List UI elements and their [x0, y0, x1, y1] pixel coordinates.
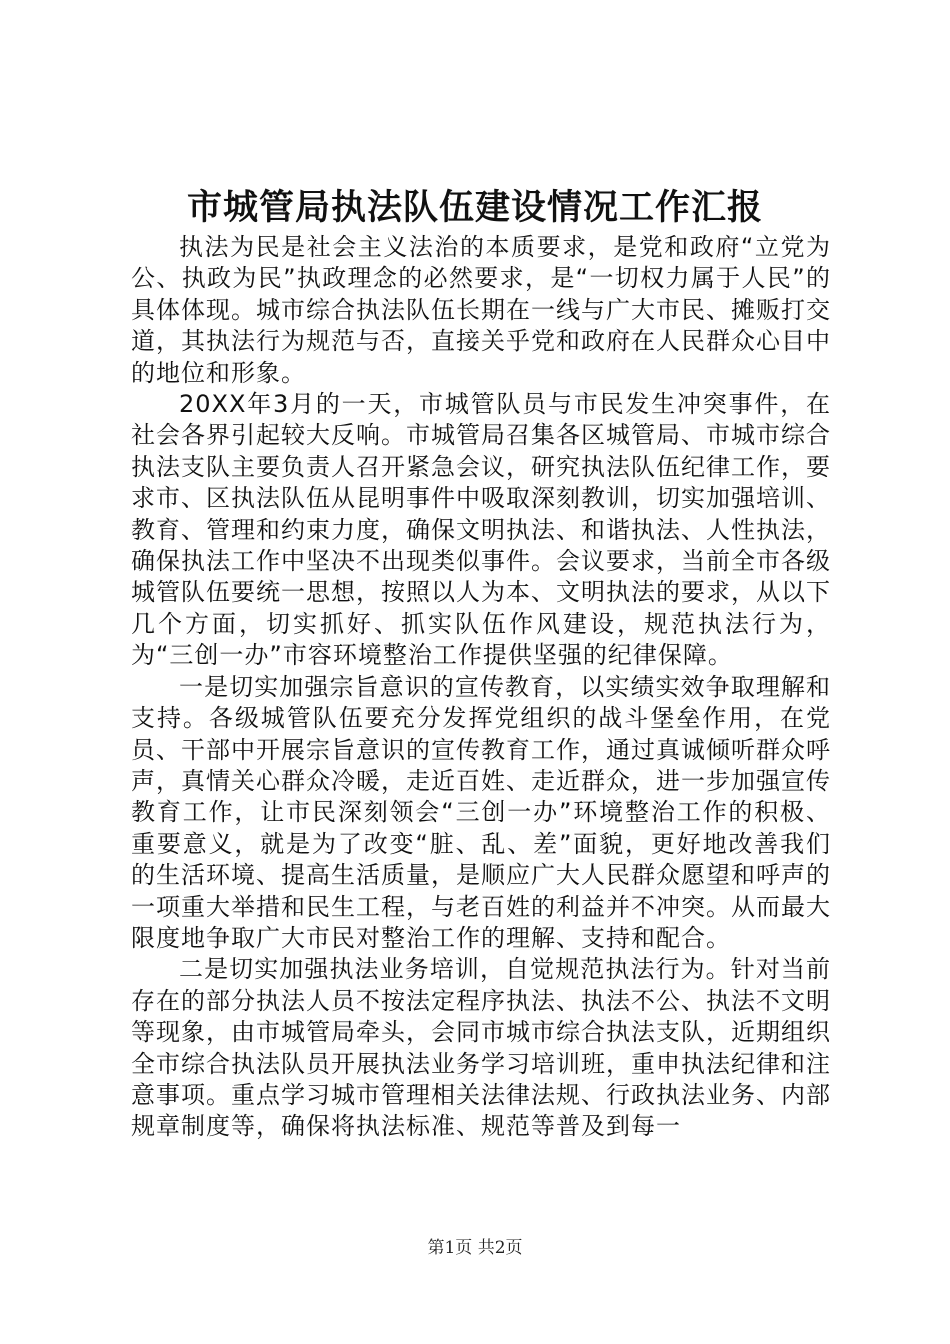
- paragraph-4: 二是切实加强执法业务培训，自觉规范执法行为。针对当前存在的部分执法人员不按法定程序执法、执法不公、执法不文明等现象，由市城管局牵头，会同市城市综合执法支队，近期组织全市综合执法队员开展执法业务学习培训班，重申执法纪律和注意事项。重点学习城市管理相关法律法规、行政执法业务、内部规章制度等，确保将执法标准、规范等普及到每一: [131, 955, 831, 1141]
- page-number-footer: 第1页 共2页: [427, 1238, 523, 1258]
- document-body: [131, 232, 831, 1143]
- paragraph-1: 执法为民是社会主义法治的本质要求，是党和政府“立党为公、执政为民”执政理念的必然要求，是“一切权力属于人民”的具体体现。城市综合执法队伍长期在一线与广大市民、摊贩打交道，其执法行为规范与否，直接关乎党和政府在人民群众心目中的地位和形象。: [131, 233, 831, 387]
- paragraph-3: 一是切实加强宗旨意识的宣传教育，以实绩实效争取理解和支持。各级城管队伍要充分发挥党组织的战斗堡垒作用，在党员、干部中开展宗旨意识的宣传教育工作，通过真诚倾听群众呼声，真情关心群众冷暖，走近百姓、走近群众，进一步加强宣传教育工作，让市民深刻领会“三创一办”环境整治工作的积极、重要意义，就是为了改变“脏、乱、差”面貌，更好地改善我们的生活环境、提高生活质量，是顺应广大人民群众愿望和呼声的一项重大举措和民生工程，与老百姓的利益并不冲突。从而最大限度地争取广大市民对整治工作的理解、支持和配合。: [131, 672, 831, 952]
- paragraph-2: 20XX年3月的一天，市城管队员与市民发生冲突事件，在社会各界引起较大反响。市城管局召集各区城管局、市城市综合执法支队主要负责人召开紧急会议，研究执法队伍纪律工作，要求市、区执法队伍从昆明事件中吸取深刻教训，切实加强培训、教育、管理和约束力度，确保文明执法、和谐执法、人性执法，确保执法工作中坚决不出现类似事件。会议要求，当前全市各级城管队伍要统一思想，按照以人为本、文明执法的要求，从以下几个方面，切实抓好、抓实队伍作风建设，规范执法行为，为“三创一办”市容环境整治工作提供坚强的纪律保障。: [131, 390, 831, 670]
- document-title: 市城管局执法队伍建设情况工作汇报: [186, 187, 763, 228]
